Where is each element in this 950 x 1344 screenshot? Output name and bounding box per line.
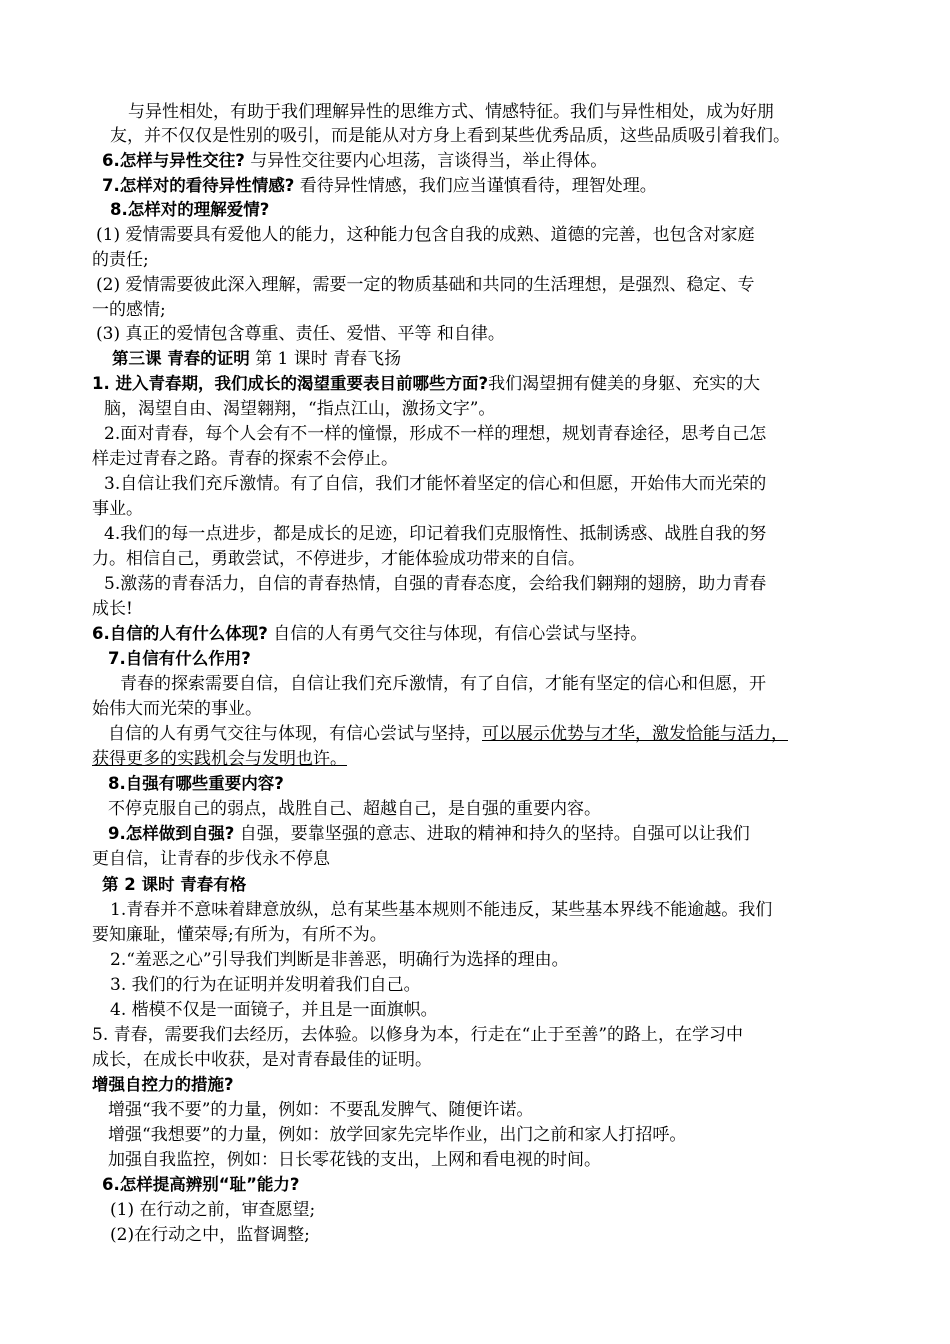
text-line — [96, 322, 505, 346]
text-line — [108, 772, 284, 796]
text-line — [92, 497, 143, 521]
text-line — [108, 1148, 601, 1172]
body-text: 友，并不仅仅是性别的吸引，而是能从对方身上看到某些优秀品质，这些品质吸引着我们。 — [110, 126, 790, 146]
body-text: 2.“羞恶之心”引导我们判断是非善恶，明确行为选择的理由。 — [110, 950, 569, 970]
text-line — [110, 1223, 310, 1247]
body-text: 一的感情; — [92, 300, 166, 320]
text-line — [128, 100, 774, 124]
body-text: 青春的探索需要自信，自信让我们充斥激情，有了自信，才能有坚定的信心和但愿，开 — [120, 674, 766, 694]
heading-text: 8.自强有哪些重要内容? — [108, 774, 284, 793]
body-text: (3) 真正的爱情包含尊重、责任、爱惜、平等 和自律。 — [96, 324, 505, 344]
text-line — [110, 198, 269, 222]
text-line — [92, 298, 166, 322]
text-line — [110, 973, 421, 997]
text-line — [96, 273, 754, 297]
text-line — [102, 149, 607, 173]
text-line — [104, 472, 766, 496]
text-line — [110, 124, 790, 148]
body-text: 自信的人有勇气交往与体现，有信心尝试与坚持。 — [267, 624, 648, 644]
text-line — [92, 697, 262, 721]
body-text: (1) 爱情需要具有爱他人的能力，这种能力包含自我的成熟、道德的完善，也包含对家庭 — [96, 225, 755, 245]
text-line — [108, 722, 788, 746]
heading-text: 第三课 青春的证明 — [112, 349, 250, 368]
body-text: 1.青春并不意味着肆意放纵，总有某些基本规则不能违反，某些基本界线不能逾越。我们 — [110, 900, 773, 920]
text-line — [92, 1023, 743, 1047]
body-text: 获得更多的实践机会与发明也许。 — [92, 749, 347, 769]
body-text: 4.我们的每一点进步，都是成长的足迹，印记着我们克服惰性、抵制诱惑、战胜自我的努 — [104, 524, 767, 544]
body-text: 5.激荡的青春活力，自信的青春热情，自强的青春态度，会给我们翱翔的翅膀，助力青春 — [104, 574, 767, 594]
body-text: 的责任; — [92, 250, 149, 270]
text-line — [110, 898, 772, 922]
text-line — [92, 447, 398, 471]
text-line — [108, 1098, 533, 1122]
text-line — [108, 647, 251, 671]
body-text: 5. 青春，需要我们去经历，去体验。以修身为本，行走在“止于至善”的路上，在学习中 — [92, 1025, 744, 1045]
heading-text: 6.怎样提高辨别“耻”能力? — [102, 1175, 300, 1194]
text-line — [92, 547, 585, 571]
body-text: 4. 楷模不仅是一面镜子，并且是一面旗帜。 — [110, 1000, 438, 1020]
text-line — [110, 948, 569, 972]
body-text: 始伟大而光荣的事业。 — [92, 699, 262, 719]
body-text: 加强自我监控，例如：日长零花钱的支出，上网和看电视的时间。 — [108, 1150, 601, 1170]
body-text: 增强“我想要”的力量，例如：放学回家先完毕作业，出门之前和家人打招呼。 — [108, 1125, 687, 1145]
body-text: 自强，要靠坚强的意志、进取的精神和持久的坚持。自强可以让我们 — [234, 824, 750, 844]
body-text: 自信的人有勇气交往与体现，有信心尝试与坚持， — [108, 724, 482, 744]
heading-text: 增强自控力的措施? — [92, 1075, 234, 1094]
body-text: 增强“我不要”的力量，例如：不要乱发脾气、随便许诺。 — [108, 1100, 534, 1120]
body-text: 事业。 — [92, 499, 143, 519]
text-line — [92, 622, 647, 646]
text-line — [92, 248, 149, 272]
text-line — [96, 223, 754, 247]
body-text: (2)在行动之中，监督调整; — [110, 1225, 310, 1245]
text-line — [110, 1198, 315, 1222]
text-line — [102, 1173, 300, 1197]
body-text: 第 1 课时 青春飞扬 — [249, 349, 402, 369]
text-line — [92, 597, 133, 621]
body-text: 可以展示优势与才华，激发恰能与活力， — [482, 724, 788, 744]
text-line — [110, 998, 438, 1022]
heading-text: 7.怎样对的看待异性情感? — [102, 176, 295, 195]
body-text: 要知廉耻，懂荣辱;有所为，有所不为。 — [92, 925, 387, 945]
body-text: (1) 在行动之前，审查愿望; — [110, 1200, 316, 1220]
text-line — [112, 347, 401, 371]
text-line — [92, 1048, 432, 1072]
heading-text: 8.怎样对的理解爱情? — [110, 200, 270, 219]
body-text: (2) 爱情需要彼此深入理解，需要一定的物质基础和共同的生活理想，是强烈、稳定、专 — [96, 275, 755, 295]
body-text: 3.自信让我们充斥激情。有了自信，我们才能怀着坚定的信心和但愿，开始伟大而光荣的 — [104, 474, 767, 494]
text-line — [104, 422, 766, 446]
text-line — [104, 397, 495, 421]
body-text: 成长，在成长中收获，是对青春最佳的证明。 — [92, 1050, 432, 1070]
text-line — [92, 747, 347, 771]
text-line — [108, 797, 601, 821]
text-line — [92, 923, 387, 947]
heading-text: 第 2 课时 青春有格 — [102, 875, 247, 894]
text-line — [92, 847, 330, 871]
text-line — [108, 822, 750, 846]
text-line — [92, 1073, 234, 1097]
body-text: 与异性相处，有助于我们理解异性的思维方式、情感特征。我们与异性相处，成为好朋 — [128, 102, 774, 122]
body-text: 我们渴望拥有健美的身躯、充实的大 — [488, 374, 761, 394]
body-text: 更自信，让青春的步伐永不停息 — [92, 849, 330, 869]
heading-text: 7.自信有什么作用? — [108, 649, 251, 668]
body-text: 力。相信自己，勇敢尝试，不停进步，才能体验成功带来的自信。 — [92, 549, 585, 569]
text-line — [92, 372, 760, 396]
text-line — [104, 572, 766, 596]
body-text: 2.面对青春，每个人会有不一样的憧憬，形成不一样的理想，规划青春途径，思考自己怎 — [104, 424, 767, 444]
text-line — [108, 1123, 686, 1147]
text-line — [102, 873, 246, 897]
body-text: 3. 我们的行为在证明并发明着我们自己。 — [110, 975, 421, 995]
heading-text: 9.怎样做到自强? — [108, 824, 235, 843]
body-text: 看待异性情感，我们应当谨慎看待，理智处理。 — [294, 176, 657, 196]
body-text: 脑，渴望自由、渴望翱翔，“指点江山，激扬文字”。 — [104, 399, 496, 419]
body-text: 不停克服自己的弱点，战胜自己、超越自己，是自强的重要内容。 — [108, 799, 601, 819]
heading-text: 6.自信的人有什么体现? — [92, 624, 268, 643]
text-line — [102, 174, 657, 198]
heading-text: 1. 进入青春期，我们成长的渴望重要表目前哪些方面? — [92, 374, 489, 393]
body-text: 与异性交往要内心坦荡，言谈得当，举止得体。 — [244, 151, 608, 171]
text-line — [120, 672, 766, 696]
body-text: 成长! — [92, 599, 133, 619]
heading-text: 6.怎样与异性交往? — [102, 151, 245, 170]
body-text: 样走过青春之路。青春的探索不会停止。 — [92, 449, 398, 469]
text-line — [104, 522, 766, 546]
